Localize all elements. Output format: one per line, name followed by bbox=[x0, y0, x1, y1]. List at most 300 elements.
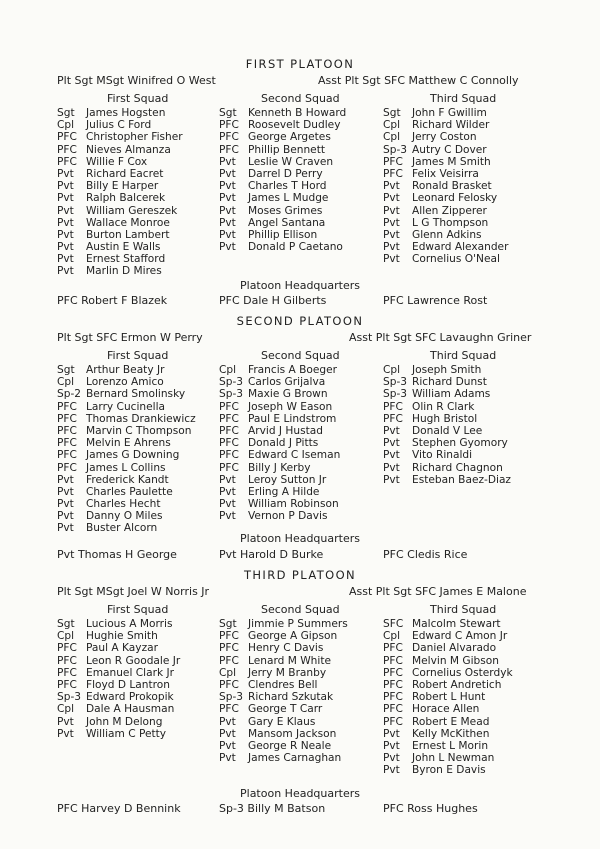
hq-member: PFC Dale H Gilberts bbox=[219, 294, 327, 307]
member-name: Leslie W Craven bbox=[248, 155, 334, 168]
member-name: Thomas Drankiewicz bbox=[86, 412, 196, 425]
squad-member bbox=[57, 667, 180, 679]
squad-member bbox=[383, 107, 508, 119]
squad-member bbox=[383, 425, 511, 437]
member-name: Kelly McKithen bbox=[412, 727, 490, 740]
member-name: Horace Allen bbox=[412, 703, 480, 716]
member-name: George Argetes bbox=[248, 131, 331, 144]
squad-member bbox=[219, 667, 348, 679]
squad-member bbox=[383, 144, 508, 156]
member-rank: Pvt bbox=[383, 461, 400, 474]
member-name: Hugh Bristol bbox=[412, 412, 478, 425]
member-name: Kenneth B Howard bbox=[248, 107, 347, 119]
member-rank: Pvt bbox=[57, 727, 74, 740]
squad-member bbox=[219, 716, 348, 728]
squad-member bbox=[383, 401, 511, 413]
hq-members bbox=[0, 548, 600, 561]
member-name: James L Collins bbox=[86, 461, 166, 474]
member-rank: Pvt bbox=[383, 204, 400, 217]
squad-member bbox=[383, 119, 508, 131]
member-rank: PFC bbox=[57, 654, 77, 667]
squad-member bbox=[219, 413, 340, 425]
member-name: Edward Alexander bbox=[412, 241, 509, 254]
squad-member bbox=[219, 752, 348, 764]
member-name: Arvid J Hustad bbox=[248, 424, 323, 437]
member-name: Autry C Dover bbox=[412, 143, 487, 156]
member-name: Frederick Kandt bbox=[86, 473, 169, 486]
member-rank: PFC bbox=[219, 461, 239, 474]
squad-members bbox=[219, 364, 340, 522]
squad-members bbox=[383, 364, 511, 486]
squad-member bbox=[57, 655, 180, 667]
squad-heading: Third Squad bbox=[430, 603, 497, 616]
squad-member bbox=[383, 691, 513, 703]
squad-member bbox=[219, 107, 346, 119]
member-name: Donald V Lee bbox=[412, 424, 483, 437]
member-name: Billy E Harper bbox=[86, 180, 159, 193]
member-name: Glenn Adkins bbox=[412, 228, 482, 241]
member-name: Joseph Smith bbox=[412, 364, 482, 376]
member-rank: Pvt bbox=[383, 473, 400, 486]
member-rank: Pvt bbox=[57, 204, 74, 217]
squad-member bbox=[383, 229, 508, 241]
member-name: Dale A Hausman bbox=[86, 703, 175, 716]
member-name: James Carnaghan bbox=[248, 752, 342, 765]
member-name: William Adams bbox=[412, 388, 491, 401]
member-name: Carlos Grijalva bbox=[248, 376, 326, 389]
member-rank: Sgt bbox=[383, 107, 401, 119]
member-rank: Pvt bbox=[383, 180, 400, 193]
member-rank: PFC bbox=[219, 630, 239, 643]
member-name: John F Gwillim bbox=[412, 107, 487, 119]
member-rank: PFC bbox=[383, 155, 403, 168]
member-rank: Pvt bbox=[219, 498, 236, 511]
squad-member bbox=[57, 498, 196, 510]
member-rank: Pvt bbox=[57, 715, 74, 728]
member-name: William C Petty bbox=[86, 727, 167, 740]
squad-member bbox=[383, 703, 513, 715]
member-rank: Pvt bbox=[383, 727, 400, 740]
member-name: Jerry Coston bbox=[412, 131, 477, 144]
member-name: Richard Dunst bbox=[412, 376, 487, 389]
squad-member bbox=[219, 401, 340, 413]
squad-member bbox=[57, 119, 183, 131]
squad-members bbox=[383, 107, 508, 265]
member-rank: Pvt bbox=[383, 216, 400, 229]
member-rank: PFC bbox=[57, 155, 77, 168]
squad-member bbox=[57, 107, 183, 119]
squad-member bbox=[219, 156, 346, 168]
member-rank: Sgt bbox=[219, 107, 237, 119]
squad-member bbox=[219, 679, 348, 691]
member-rank: PFC bbox=[383, 412, 403, 425]
member-rank: Sp-2 bbox=[57, 388, 82, 401]
member-name: George A Gipson bbox=[248, 630, 338, 643]
member-rank: Pvt bbox=[383, 253, 400, 266]
member-rank: PFC bbox=[57, 678, 77, 691]
member-name: Vito Rinaldi bbox=[412, 449, 473, 462]
member-rank: PFC bbox=[57, 437, 77, 450]
member-name: William Gereszek bbox=[86, 204, 178, 217]
member-rank: PFC bbox=[57, 131, 77, 144]
member-name: Vernon P Davis bbox=[248, 510, 328, 523]
squad-member bbox=[219, 364, 340, 376]
member-rank: Cpl bbox=[219, 364, 237, 376]
member-name: Billy J Kerby bbox=[248, 461, 311, 474]
member-name: James Hogsten bbox=[86, 107, 166, 119]
squad-member bbox=[219, 192, 346, 204]
squad-member bbox=[57, 205, 183, 217]
squad-member bbox=[219, 144, 346, 156]
member-name: Richard Eacret bbox=[86, 167, 164, 180]
member-rank: PFC bbox=[57, 666, 77, 679]
member-name: Ernest Stafford bbox=[86, 253, 166, 266]
member-name: Burton Lambert bbox=[86, 228, 170, 241]
member-rank: Pvt bbox=[219, 241, 236, 254]
squad-heading: Second Squad bbox=[261, 349, 340, 362]
member-rank: Pvt bbox=[57, 485, 74, 498]
member-rank: Cpl bbox=[57, 703, 75, 716]
squad-member bbox=[57, 376, 196, 388]
hq-member: Pvt Thomas H George bbox=[57, 548, 177, 561]
member-rank: PFC bbox=[219, 143, 239, 156]
member-name: Ernest L Morin bbox=[412, 739, 489, 752]
member-rank: SFC bbox=[383, 618, 404, 630]
squad-member bbox=[57, 401, 196, 413]
squad-member bbox=[57, 413, 196, 425]
member-rank: Sp-3 bbox=[383, 388, 408, 401]
member-rank: PFC bbox=[219, 119, 239, 132]
member-name: Allen Zipperer bbox=[412, 204, 487, 217]
squad-member bbox=[383, 217, 508, 229]
member-rank: Sp-3 bbox=[57, 691, 82, 704]
member-name: Hughie Smith bbox=[86, 630, 158, 643]
member-rank: Pvt bbox=[57, 167, 74, 180]
member-name: George R Neale bbox=[248, 739, 332, 752]
squad-member bbox=[383, 655, 513, 667]
member-name: Charles T Hord bbox=[248, 180, 327, 193]
member-name: John M Delong bbox=[86, 715, 163, 728]
member-name: Lorenzo Amico bbox=[86, 376, 164, 389]
squad-member bbox=[383, 253, 508, 265]
squad-member bbox=[383, 667, 513, 679]
squad-member bbox=[57, 217, 183, 229]
member-rank: Cpl bbox=[57, 119, 75, 132]
member-name: Lucious A Morris bbox=[86, 618, 173, 630]
member-rank: PFC bbox=[219, 449, 239, 462]
squad-member bbox=[383, 764, 513, 776]
squad-heading: First Squad bbox=[107, 92, 169, 105]
member-name: Marvin C Thompson bbox=[86, 424, 192, 437]
member-name: Leroy Sutton Jr bbox=[248, 473, 327, 486]
squad-heading: Second Squad bbox=[261, 603, 340, 616]
squad-member bbox=[57, 474, 196, 486]
squad-member bbox=[219, 510, 340, 522]
squad-member bbox=[219, 691, 348, 703]
member-rank: Pvt bbox=[219, 727, 236, 740]
platoon-leaders bbox=[0, 74, 600, 88]
member-name: James M Smith bbox=[412, 155, 491, 168]
member-name: Esteban Baez-Diaz bbox=[412, 473, 511, 486]
squad-member bbox=[383, 413, 511, 425]
member-rank: Sgt bbox=[219, 618, 237, 630]
squad-member bbox=[57, 510, 196, 522]
member-name: Leonard Felosky bbox=[412, 192, 498, 205]
member-name: L G Thompson bbox=[412, 216, 489, 229]
squad-member bbox=[57, 642, 180, 654]
member-rank: Pvt bbox=[57, 265, 74, 278]
squad-member bbox=[383, 728, 513, 740]
member-rank: Pvt bbox=[219, 473, 236, 486]
squad-member bbox=[57, 364, 196, 376]
member-rank: PFC bbox=[219, 437, 239, 450]
squad-member bbox=[219, 462, 340, 474]
member-name: Edward Prokopik bbox=[86, 691, 174, 704]
member-name: Lenard M White bbox=[248, 654, 332, 667]
squad-member bbox=[383, 474, 511, 486]
squad-member bbox=[383, 642, 513, 654]
squad-member bbox=[57, 691, 180, 703]
member-name: Joseph W Eason bbox=[248, 400, 333, 413]
member-name: Edward C Amon Jr bbox=[412, 630, 508, 643]
member-rank: Pvt bbox=[57, 510, 74, 523]
squad-heading: First Squad bbox=[107, 349, 169, 362]
member-name: Phillip Ellison bbox=[248, 228, 318, 241]
member-rank: Cpl bbox=[383, 131, 401, 144]
member-rank: Pvt bbox=[383, 437, 400, 450]
member-rank: Pvt bbox=[383, 764, 400, 777]
hq-member: Pvt Harold D Burke bbox=[219, 548, 324, 561]
member-name: Nieves Almanza bbox=[86, 143, 171, 156]
member-name: Angel Santana bbox=[248, 216, 326, 229]
member-rank: Sp-3 bbox=[219, 376, 244, 389]
platoon-second bbox=[0, 314, 600, 569]
squad-member bbox=[383, 630, 513, 642]
member-name: Leon R Goodale Jr bbox=[86, 654, 181, 667]
platoon-sergeant: Plt Sgt MSgt Joel W Norris Jr bbox=[57, 585, 210, 598]
squad-heading: Third Squad bbox=[430, 92, 497, 105]
member-rank: PFC bbox=[57, 449, 77, 462]
member-rank: Cpl bbox=[219, 666, 237, 679]
squad-member bbox=[219, 376, 340, 388]
member-name: Robert L Hunt bbox=[412, 691, 486, 704]
member-rank: PFC bbox=[219, 703, 239, 716]
member-name: Gary E Klaus bbox=[248, 715, 316, 728]
member-name: Donald J Pitts bbox=[248, 437, 319, 450]
squad-member bbox=[57, 728, 180, 740]
squad-member bbox=[57, 618, 180, 630]
squad-member bbox=[383, 156, 508, 168]
member-rank: Pvt bbox=[219, 485, 236, 498]
squad-member bbox=[219, 388, 340, 400]
squad-member bbox=[219, 205, 346, 217]
member-name: Olin R Clark bbox=[412, 400, 475, 413]
member-name: Mansom Jackson bbox=[248, 727, 337, 740]
member-name: Buster Alcorn bbox=[86, 522, 158, 535]
member-rank: Pvt bbox=[383, 752, 400, 765]
member-rank: Cpl bbox=[57, 630, 75, 643]
member-rank: Pvt bbox=[57, 253, 74, 266]
member-rank: Sp-3 bbox=[219, 388, 244, 401]
hq-members bbox=[0, 294, 600, 307]
member-rank: Sgt bbox=[57, 618, 75, 630]
member-rank: Pvt bbox=[219, 715, 236, 728]
squad-member bbox=[57, 156, 183, 168]
hq-heading: Platoon Headquarters bbox=[240, 787, 360, 800]
squad-member bbox=[219, 229, 346, 241]
member-rank: Sp-3 bbox=[383, 143, 408, 156]
platoon-third bbox=[0, 568, 600, 828]
member-name: William Robinson bbox=[248, 498, 339, 511]
squad-member bbox=[57, 192, 183, 204]
squad-member bbox=[383, 192, 508, 204]
member-name: Cornelius O'Neal bbox=[412, 253, 500, 266]
member-name: Emanuel Clark Jr bbox=[86, 666, 174, 679]
member-name: Phillip Bennett bbox=[248, 143, 326, 156]
assistant-platoon-sergeant: Asst Plt Sgt SFC Matthew C Connolly bbox=[318, 74, 519, 87]
squad-member bbox=[383, 364, 511, 376]
member-rank: PFC bbox=[57, 400, 77, 413]
member-name: Daniel Alvarado bbox=[412, 642, 497, 655]
member-rank: Sp-3 bbox=[383, 376, 408, 389]
squad-member bbox=[383, 716, 513, 728]
member-rank: Pvt bbox=[57, 241, 74, 254]
member-rank: Pvt bbox=[383, 228, 400, 241]
squad-member bbox=[219, 498, 340, 510]
squad-member bbox=[219, 180, 346, 192]
member-rank: Pvt bbox=[57, 498, 74, 511]
squad-member bbox=[219, 703, 348, 715]
member-name: Ronald Brasket bbox=[412, 180, 492, 193]
member-name: Ralph Balcerek bbox=[86, 192, 166, 205]
squad-member bbox=[383, 437, 511, 449]
member-rank: Pvt bbox=[57, 228, 74, 241]
member-rank: Pvt bbox=[219, 739, 236, 752]
member-name: Edward C Iseman bbox=[248, 449, 341, 462]
squad-member bbox=[219, 437, 340, 449]
platoon-leaders bbox=[0, 585, 600, 599]
hq-member: PFC Lawrence Rost bbox=[383, 294, 488, 307]
member-name: James L Mudge bbox=[248, 192, 329, 205]
squad-member bbox=[57, 388, 196, 400]
squad-member bbox=[57, 462, 196, 474]
squad-member bbox=[219, 486, 340, 498]
member-name: Malcolm Stewart bbox=[412, 618, 501, 630]
member-name: Charles Paulette bbox=[86, 485, 173, 498]
member-rank: Pvt bbox=[57, 473, 74, 486]
hq-member: PFC Harvey D Bennink bbox=[57, 802, 181, 815]
member-rank: Pvt bbox=[57, 192, 74, 205]
member-rank: Cpl bbox=[383, 364, 401, 376]
squad-member bbox=[57, 229, 183, 241]
platoon-title: FIRST PLATOON bbox=[245, 57, 355, 71]
member-rank: Sgt bbox=[57, 364, 75, 376]
squad-member bbox=[219, 642, 348, 654]
platoon-sergeant: Plt Sgt MSgt Winifred O West bbox=[57, 74, 216, 87]
squad-member bbox=[383, 168, 508, 180]
member-name: Maxie G Brown bbox=[248, 388, 328, 401]
member-name: James G Downing bbox=[86, 449, 180, 462]
member-rank: Pvt bbox=[383, 424, 400, 437]
member-rank: PFC bbox=[219, 678, 239, 691]
squad-member bbox=[383, 241, 508, 253]
hq-heading: Platoon Headquarters bbox=[240, 279, 360, 292]
member-rank: PFC bbox=[57, 461, 77, 474]
member-name: Austin E Walls bbox=[86, 241, 161, 254]
platoon-leaders bbox=[0, 331, 600, 345]
member-name: Roosevelt Dudley bbox=[248, 119, 341, 132]
member-rank: Pvt bbox=[219, 510, 236, 523]
member-rank: PFC bbox=[57, 642, 77, 655]
member-name: Marlin D Mires bbox=[86, 265, 162, 278]
squad-member bbox=[219, 168, 346, 180]
squad-members bbox=[219, 618, 348, 764]
squad-heading: Third Squad bbox=[430, 349, 497, 362]
squad-member bbox=[57, 144, 183, 156]
squad-member bbox=[383, 388, 511, 400]
squad-member bbox=[383, 752, 513, 764]
squad-member bbox=[219, 728, 348, 740]
member-name: Paul A Kayzar bbox=[86, 642, 158, 655]
member-rank: Pvt bbox=[57, 216, 74, 229]
squad-member bbox=[219, 449, 340, 461]
member-name: Cornelius Osterdyk bbox=[412, 666, 513, 679]
member-name: Stephen Gyomory bbox=[412, 437, 508, 450]
member-rank: Pvt bbox=[219, 167, 236, 180]
member-rank: PFC bbox=[219, 412, 239, 425]
member-name: Francis A Boeger bbox=[248, 364, 338, 376]
member-name: Moses Grimes bbox=[248, 204, 323, 217]
squad-heading: First Squad bbox=[107, 603, 169, 616]
member-rank: Pvt bbox=[219, 180, 236, 193]
assistant-platoon-sergeant: Asst Plt Sgt SFC James E Malone bbox=[349, 585, 527, 598]
member-rank: PFC bbox=[219, 654, 239, 667]
member-rank: PFC bbox=[383, 703, 403, 716]
member-rank: Pvt bbox=[383, 739, 400, 752]
squad-members bbox=[57, 364, 196, 535]
squad-member bbox=[219, 618, 348, 630]
squad-member bbox=[219, 740, 348, 752]
squad-member bbox=[383, 449, 511, 461]
member-rank: Pvt bbox=[219, 192, 236, 205]
member-name: Paul E Lindstrom bbox=[248, 412, 337, 425]
squad-member bbox=[383, 740, 513, 752]
member-name: Robert Andretich bbox=[412, 678, 502, 691]
member-name: Christopher Fisher bbox=[86, 131, 183, 144]
member-name: John L Newman bbox=[412, 752, 495, 765]
squad-member bbox=[57, 630, 180, 642]
member-name: Melvin E Ahrens bbox=[86, 437, 171, 450]
squad-member bbox=[383, 462, 511, 474]
hq-members bbox=[0, 802, 600, 815]
member-rank: PFC bbox=[383, 167, 403, 180]
member-name: Donald P Caetano bbox=[248, 241, 343, 254]
member-rank: Pvt bbox=[219, 204, 236, 217]
member-rank: PFC bbox=[383, 642, 403, 655]
hq-member: PFC Cledis Rice bbox=[383, 548, 468, 561]
member-rank: Cpl bbox=[57, 376, 75, 389]
member-rank: Pvt bbox=[219, 752, 236, 765]
member-rank: Pvt bbox=[219, 155, 236, 168]
member-rank: PFC bbox=[219, 131, 239, 144]
squad-member bbox=[219, 630, 348, 642]
member-rank: PFC bbox=[383, 715, 403, 728]
member-name: Felix Veisirra bbox=[412, 167, 479, 180]
member-rank: Pvt bbox=[383, 192, 400, 205]
member-name: Charles Hecht bbox=[86, 498, 161, 511]
member-rank: PFC bbox=[383, 654, 403, 667]
hq-member: PFC Ross Hughes bbox=[383, 802, 478, 815]
